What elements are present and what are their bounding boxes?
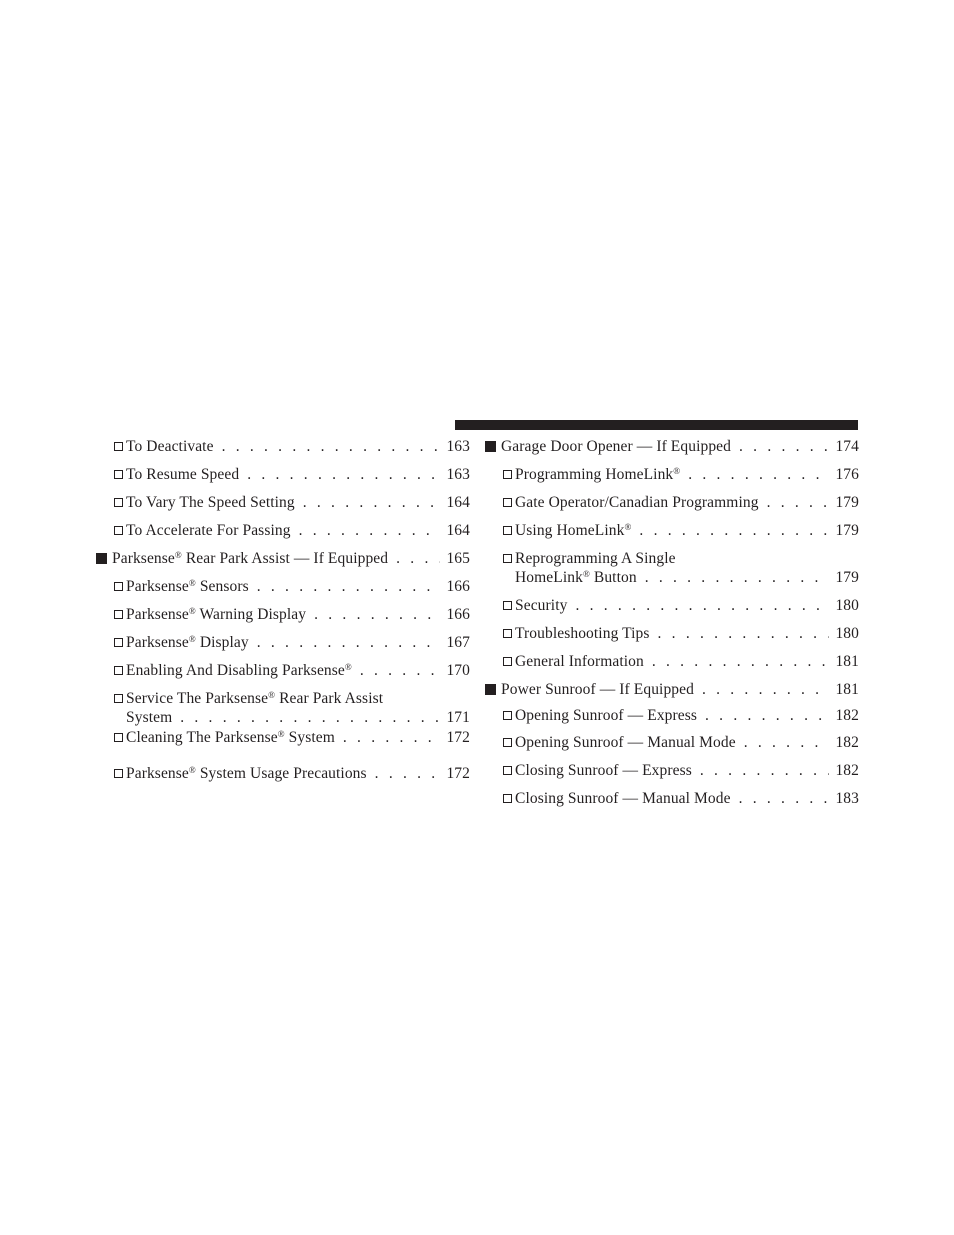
leader-dots bbox=[360, 661, 440, 680]
subsection-box-icon bbox=[503, 766, 512, 775]
subsection-box-icon bbox=[114, 769, 123, 778]
leader-dots bbox=[575, 596, 829, 615]
toc-page-number: 164 bbox=[446, 494, 470, 511]
toc-entry-title: Security bbox=[515, 597, 568, 614]
leader-dots bbox=[702, 680, 829, 699]
toc-page-number: 165 bbox=[446, 550, 470, 567]
toc-entry-title: Parksense® Warning Display bbox=[126, 606, 307, 623]
toc-page-number: 172 bbox=[446, 765, 470, 782]
toc-entry[interactable] bbox=[96, 437, 470, 456]
toc-entry[interactable] bbox=[485, 596, 859, 615]
toc-entry[interactable] bbox=[96, 764, 470, 783]
subsection-box-icon bbox=[503, 470, 512, 479]
leader-dots bbox=[744, 733, 829, 752]
toc-entry-title: To Vary The Speed Setting bbox=[126, 494, 295, 511]
section-bullet-icon bbox=[485, 684, 496, 695]
toc-page-number: 179 bbox=[835, 494, 859, 511]
leader-dots bbox=[652, 652, 829, 671]
toc-page-number: 182 bbox=[835, 734, 859, 751]
toc-entry[interactable] bbox=[485, 437, 859, 456]
toc-page-number: 179 bbox=[835, 569, 859, 586]
subsection-box-icon bbox=[503, 601, 512, 610]
toc-entry-title: Parksense® Rear Park Assist — If Equipped bbox=[112, 550, 389, 567]
leader-dots bbox=[222, 437, 440, 456]
leader-dots bbox=[700, 761, 829, 780]
toc-entry-title: Cleaning The Parksense® System bbox=[126, 729, 335, 746]
subsection-box-icon bbox=[114, 610, 123, 619]
toc-page-number: 176 bbox=[835, 466, 859, 483]
subsection-box-icon bbox=[114, 442, 123, 451]
toc-entry-title: Opening Sunroof — Express bbox=[515, 707, 698, 724]
subsection-box-icon bbox=[114, 526, 123, 535]
toc-entry[interactable] bbox=[485, 789, 859, 808]
toc-page-number: 164 bbox=[446, 522, 470, 539]
toc-page-number: 181 bbox=[835, 653, 859, 670]
subsection-box-icon bbox=[503, 498, 512, 507]
leader-dots bbox=[658, 624, 829, 643]
leader-dots bbox=[303, 493, 440, 512]
toc-entry[interactable] bbox=[96, 521, 470, 540]
leader-dots bbox=[257, 577, 440, 596]
toc-page-number: 180 bbox=[835, 625, 859, 642]
toc-entry-title: Parksense® System Usage Precautions bbox=[126, 765, 367, 782]
subsection-box-icon bbox=[503, 738, 512, 747]
toc-page-number: 182 bbox=[835, 707, 859, 724]
toc-entry[interactable] bbox=[485, 733, 859, 752]
toc-entry-title: Troubleshooting Tips bbox=[515, 625, 650, 642]
subsection-box-icon bbox=[114, 733, 123, 742]
toc-entry-title: To Deactivate bbox=[126, 438, 214, 455]
leader-dots bbox=[639, 521, 829, 540]
toc-page-number: 172 bbox=[446, 729, 470, 746]
toc-entry[interactable] bbox=[96, 493, 470, 512]
toc-entry-title: Gate Operator/Canadian Programming bbox=[515, 494, 759, 511]
toc-entry[interactable] bbox=[96, 661, 470, 680]
subsection-box-icon bbox=[503, 657, 512, 666]
toc-entry-title: Garage Door Opener — If Equipped bbox=[501, 438, 732, 455]
toc-page-number: 174 bbox=[835, 438, 859, 455]
subsection-box-icon bbox=[503, 526, 512, 535]
subsection-box-icon bbox=[114, 666, 123, 675]
section-bullet-icon bbox=[96, 553, 107, 564]
toc-entry-title: Programming HomeLink® bbox=[515, 466, 681, 483]
toc-entry-title: Power Sunroof — If Equipped bbox=[501, 681, 694, 698]
toc-entry-title: To Accelerate For Passing bbox=[126, 522, 291, 539]
subsection-box-icon bbox=[114, 470, 123, 479]
toc-entry[interactable] bbox=[485, 465, 859, 484]
toc-entry[interactable] bbox=[485, 549, 859, 587]
toc-entry[interactable] bbox=[485, 706, 859, 725]
subsection-box-icon bbox=[114, 582, 123, 591]
toc-page-number: 170 bbox=[446, 662, 470, 679]
leader-dots bbox=[257, 633, 440, 652]
toc-page-number: 181 bbox=[835, 681, 859, 698]
leader-dots bbox=[739, 437, 829, 456]
toc-entry-title: Closing Sunroof — Express bbox=[515, 762, 692, 779]
toc-entry-title: Closing Sunroof — Manual Mode bbox=[515, 790, 731, 807]
toc-entry[interactable] bbox=[96, 728, 470, 747]
toc-entry[interactable] bbox=[485, 493, 859, 512]
leader-dots bbox=[375, 764, 440, 783]
toc-page-number: 167 bbox=[446, 634, 470, 651]
toc-entry[interactable] bbox=[96, 605, 470, 624]
leader-dots bbox=[314, 605, 440, 624]
subsection-box-icon bbox=[114, 694, 123, 703]
header-rule bbox=[455, 420, 858, 430]
leader-dots bbox=[767, 493, 829, 512]
toc-entry[interactable] bbox=[96, 633, 470, 652]
toc-entry-title: HomeLink® Button bbox=[515, 569, 637, 586]
toc-entry-title: Parksense® Sensors bbox=[126, 578, 249, 595]
leader-dots bbox=[739, 789, 829, 808]
leader-dots bbox=[705, 706, 829, 725]
subsection-box-icon bbox=[114, 638, 123, 647]
leader-dots bbox=[247, 465, 440, 484]
leader-dots bbox=[645, 568, 829, 587]
toc-entry-title: General Information bbox=[515, 653, 644, 670]
toc-page-number: 166 bbox=[446, 606, 470, 623]
toc-entry-title: Service The Parksense® Rear Park Assist bbox=[126, 690, 384, 707]
subsection-box-icon bbox=[114, 498, 123, 507]
subsection-box-icon bbox=[503, 629, 512, 638]
toc-entry-title: To Resume Speed bbox=[126, 466, 240, 483]
subsection-box-icon bbox=[503, 794, 512, 803]
toc-entry-title: Parksense® Display bbox=[126, 634, 249, 651]
section-bullet-icon bbox=[485, 441, 496, 452]
toc-entry[interactable] bbox=[485, 624, 859, 643]
leader-dots bbox=[688, 465, 829, 484]
toc-entry-title: Enabling And Disabling Parksense® bbox=[126, 662, 352, 679]
subsection-box-icon bbox=[503, 554, 512, 563]
toc-entry[interactable] bbox=[96, 577, 470, 596]
toc-entry[interactable] bbox=[96, 465, 470, 484]
toc-entry-title: System bbox=[126, 709, 173, 726]
toc-page-number: 163 bbox=[446, 466, 470, 483]
leader-dots bbox=[343, 728, 440, 747]
toc-page-number: 171 bbox=[446, 709, 470, 726]
leader-dots bbox=[396, 549, 440, 568]
subsection-box-icon bbox=[503, 711, 512, 720]
toc-entry[interactable] bbox=[485, 761, 859, 780]
toc-entry[interactable] bbox=[96, 689, 470, 727]
leader-dots bbox=[299, 521, 440, 540]
toc-entry[interactable] bbox=[485, 521, 859, 540]
toc-page-number: 163 bbox=[446, 438, 470, 455]
toc-entry[interactable] bbox=[485, 652, 859, 671]
toc-entry[interactable] bbox=[485, 680, 859, 699]
toc-entry-title: Using HomeLink® bbox=[515, 522, 632, 539]
toc-page-number: 180 bbox=[835, 597, 859, 614]
toc-page-number: 179 bbox=[835, 522, 859, 539]
toc-page-number: 166 bbox=[446, 578, 470, 595]
toc-entry-title: Reprogramming A Single bbox=[515, 550, 676, 567]
toc-page-number: 182 bbox=[835, 762, 859, 779]
toc-entry[interactable] bbox=[96, 549, 470, 568]
toc-page-number: 183 bbox=[835, 790, 859, 807]
leader-dots bbox=[180, 708, 440, 727]
toc-entry-title: Opening Sunroof — Manual Mode bbox=[515, 734, 736, 751]
